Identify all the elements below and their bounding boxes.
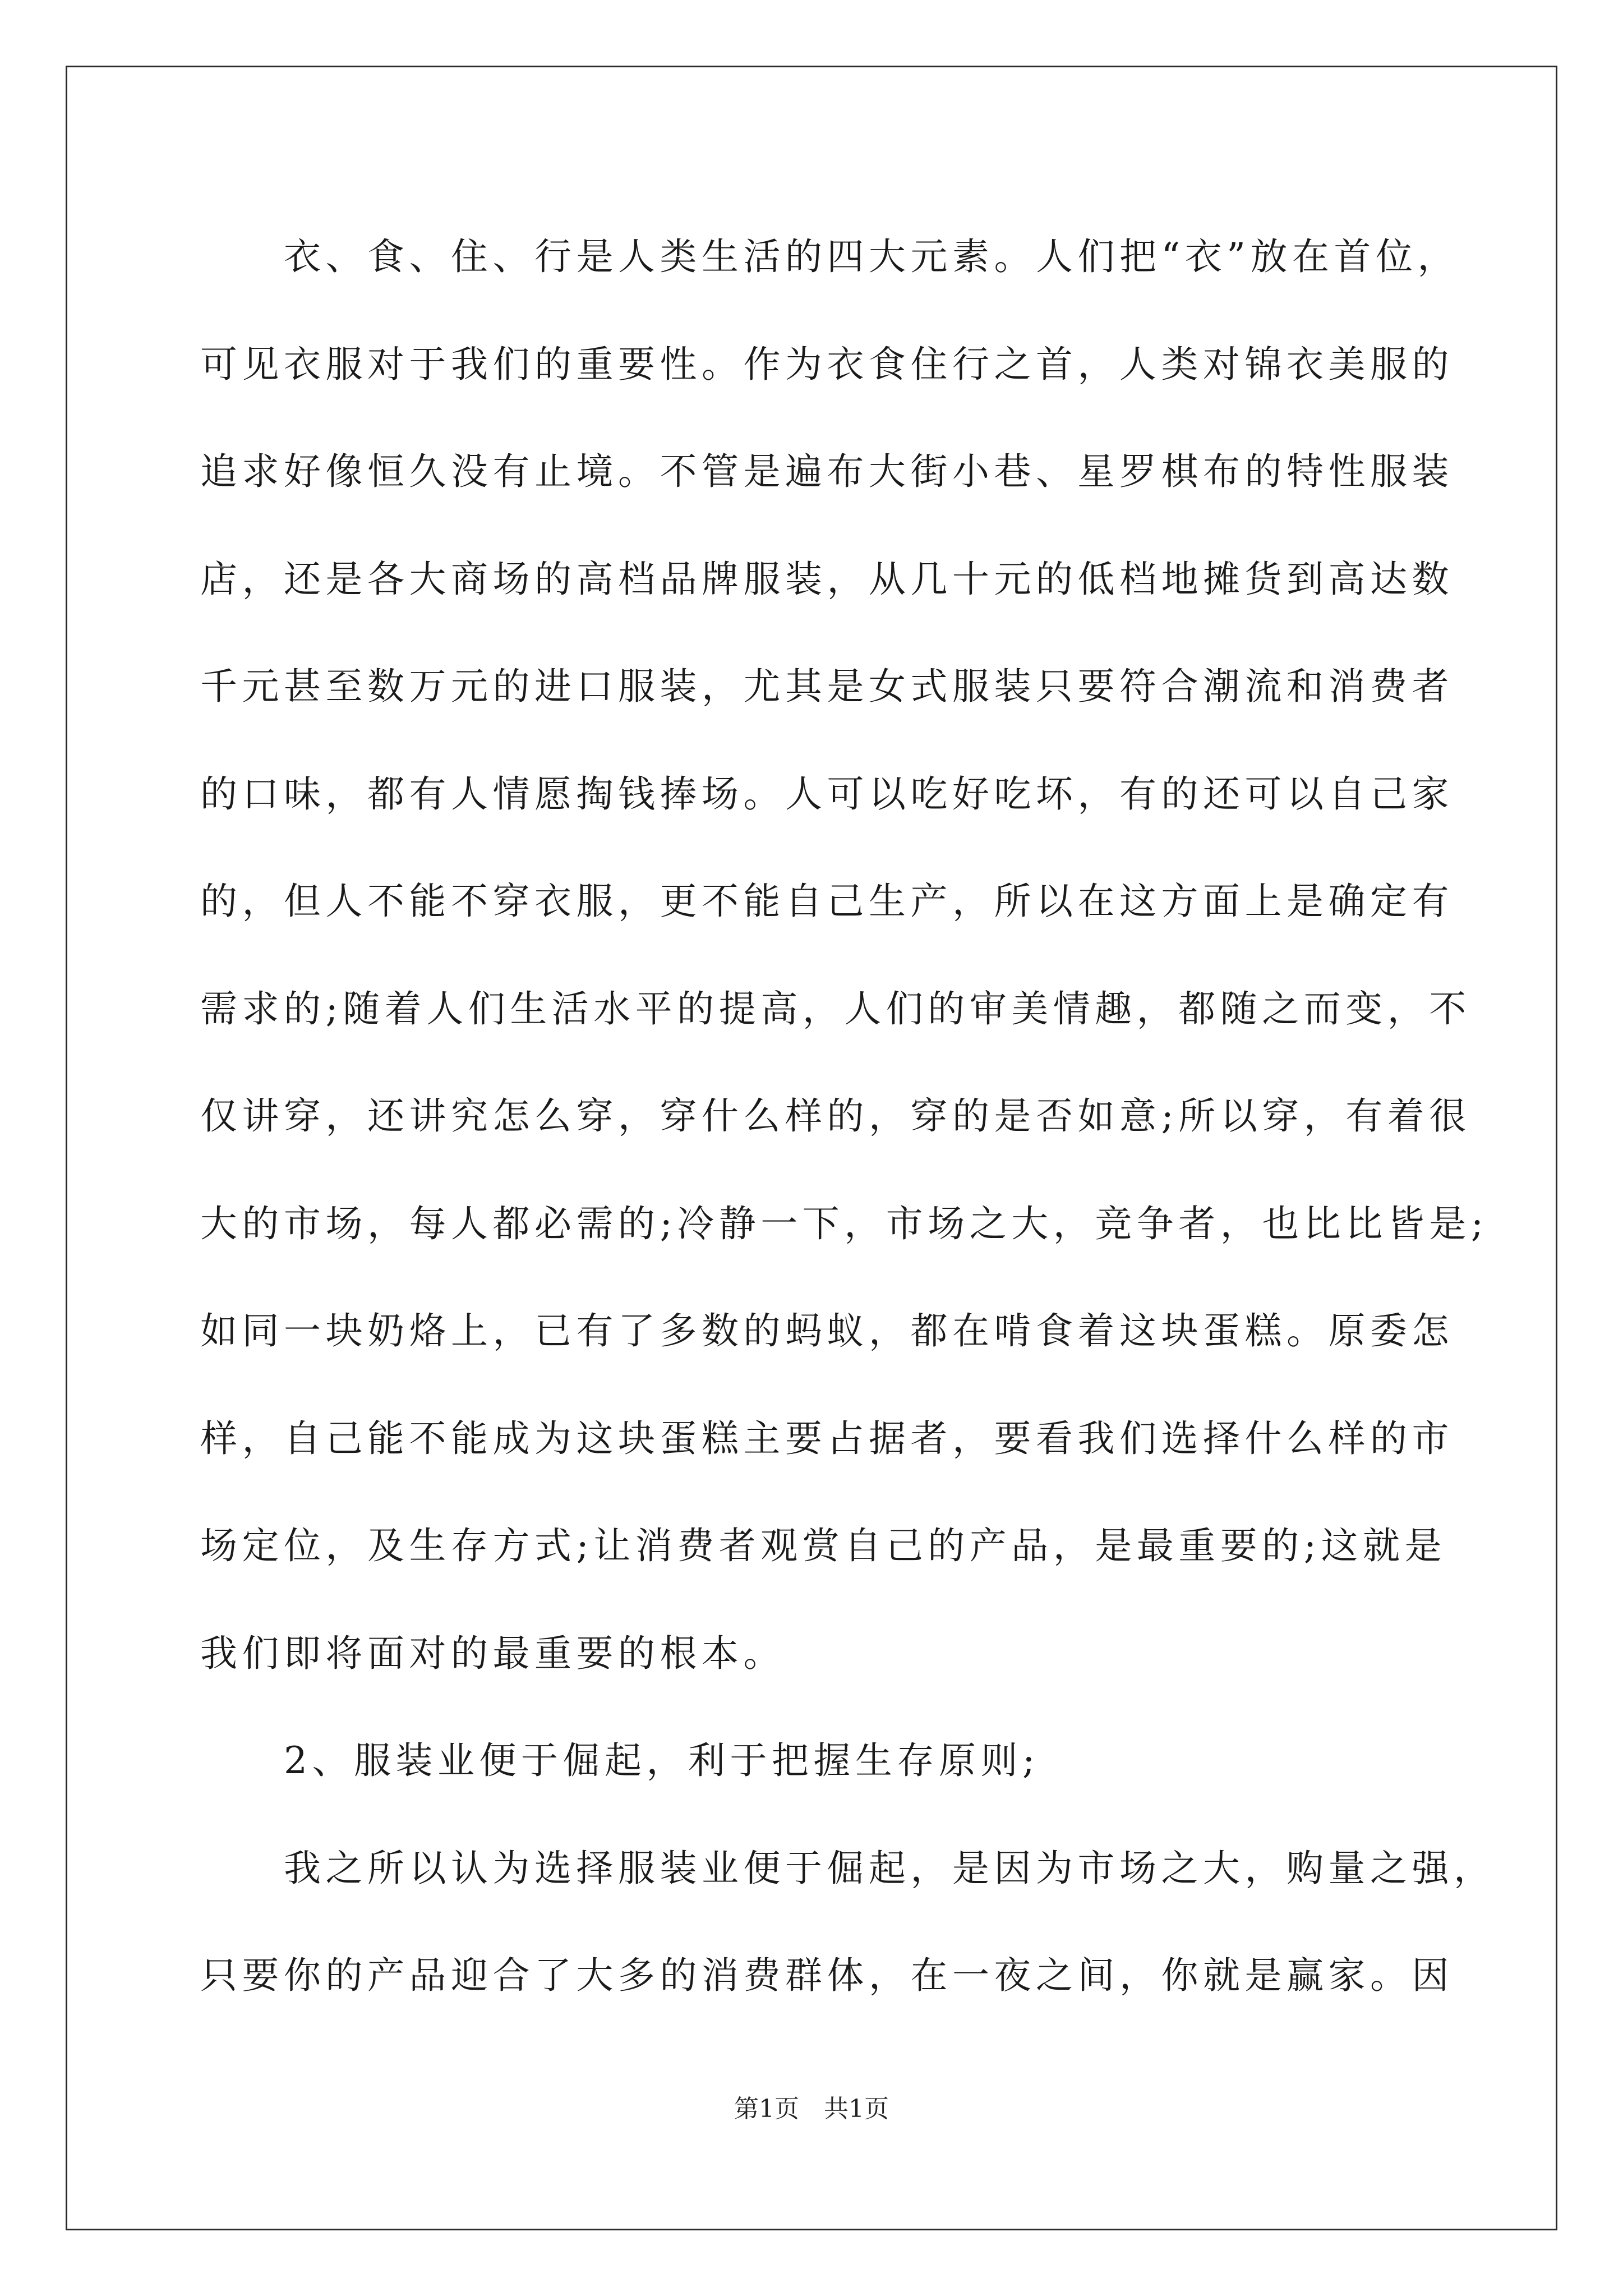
text-line: 仅讲穿，还讲究怎么穿，穿什么样的，穿的是否如意;所以穿，有着很 [200,1094,1471,1138]
text-line: 追求好像恒久没有止境。不管是遍布大街小巷、星罗棋布的特性服装 [200,450,1454,493]
text-line: 场定位，及生存方式;让消费者观赏自己的产品，是最重要的;这就是 [200,1524,1446,1567]
text-line: 的，但人不能不穿衣服，更不能自己生产，所以在这方面上是确定有 [200,880,1454,923]
text-line: 我之所以认为选择服装业便于倔起，是因为市场之大，购量之强， [200,1846,1496,1890]
text-line: 的口味，都有人情愿掏钱捧场。人可以吃好吃坏，有的还可以自己家 [200,772,1454,816]
text-line: 大的市场，每人都必需的;冷静一下，市场之大，竞争者，也比比皆是; [200,1202,1488,1245]
text-line: 需求的;随着人们生活水平的提高，人们的审美情趣，都随之而变，不 [200,987,1471,1030]
text-line: 可见衣服对于我们的重要性。作为衣食住行之首，人类对锦衣美服的 [200,342,1454,386]
text-line: 衣、食、住、行是人类生活的四大元素。人们把“衣”放在首位， [200,235,1459,278]
text-line: 店，还是各大商场的高档品牌服装，从几十元的低档地摊货到高达数 [200,557,1454,601]
document-body [200,203,1496,2030]
text-line: 我们即将面对的最重要的根本。 [200,1631,785,1675]
page-number-footer: 第1页 共1页 [734,2095,889,2123]
text-line: 2、服装业便于倔起，利于把握生存原则; [200,1739,1040,1782]
text-line: 如同一块奶烙上，已有了多数的蚂蚁，都在啃食着这块蛋糕。原委怎 [200,1309,1454,1352]
text-line: 只要你的产品迎合了大多的消费群体，在一夜之间，你就是赢家。因 [200,1954,1454,1997]
text-line: 样，自己能不能成为这块蛋糕主要占据者，要看我们选择什么样的市 [200,1416,1454,1460]
text-line: 千元甚至数万元的进口服装，尤其是女式服装只要符合潮流和消费者 [200,665,1454,708]
